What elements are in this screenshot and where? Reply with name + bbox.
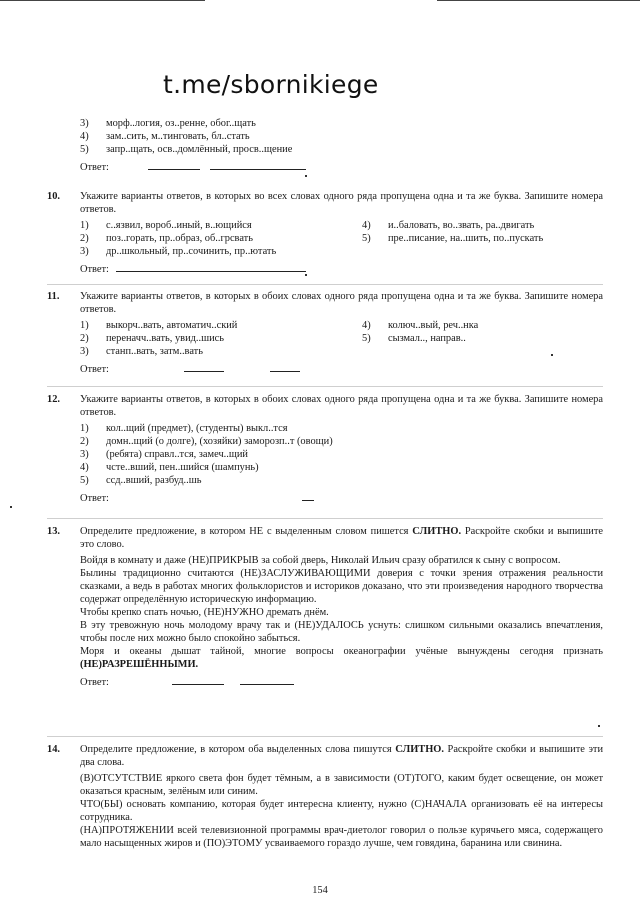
list-item: 1) кол..щий (предмет), (студенты) выкл..тся bbox=[80, 423, 288, 434]
answer-line: Ответ: bbox=[80, 262, 603, 275]
list-item: 3) морф..логия, оз..ренне, обог..щать bbox=[80, 118, 256, 129]
list-item: 3) (ребята) справл..тся, замеч..щий bbox=[80, 449, 248, 460]
question-number: 12. bbox=[47, 394, 60, 405]
section-divider bbox=[47, 736, 603, 737]
sentence: Моря и океаны дышат тайной, многие вопросы океанографии учёные вынуждены сегодня признать (НЕ)РАЗРЕШЁННЫМИ. bbox=[80, 646, 603, 670]
section-divider bbox=[47, 284, 603, 285]
sentence: (В)ОТСУТСТВИЕ яркого света фон будет тёмным, а в зависимости (ОТ)ТОГО, каким будет освещение, он может оказаться красным, зелёным или синим. bbox=[80, 773, 603, 797]
list-item: 3) др..школьный, пр..сочинить, пр..ютать bbox=[80, 246, 277, 257]
question-task: Определите предложение, в котором оба выделенных слова пишутся СЛИТНО. Раскройте скобки и выпишите эти два слова. bbox=[80, 744, 604, 768]
list-item: 5) ссд..вший, разбуд..шь bbox=[80, 475, 202, 486]
sentence: (НА)ПРОТЯЖЕНИИ всей телевизионной программы врач-диетолог говорил о пользе курячьего мяса, содержащего мало насыщенных жиров и (ПО)ЭТОМУ усваиваемого гораздо лучше, чем говядина, баранина или свинина. bbox=[80, 825, 603, 849]
answer-line: Ответ: bbox=[80, 362, 603, 375]
question-task: Укажите варианты ответов, в которых в обоих словах одного ряда пропущена одна и та же буква. Запишите номера ответов. bbox=[80, 291, 603, 315]
list-item: 5) запр..щать, осв..домлённый, просв..щение bbox=[80, 144, 293, 155]
scan-speck bbox=[305, 274, 307, 276]
sentence: В эту тревожную ночь молодому врачу так и (НЕ)УДАЛОСЬ уснуть: слишком сильными оказались впечатления, чтобы после них можно было спокойно забыться. bbox=[80, 620, 604, 644]
list-item: 4) зам..сить, м..тинговать, бл..стать bbox=[80, 131, 250, 142]
sentence: Чтобы крепко спать ночью, (НЕ)НУЖНО дремать днём. bbox=[80, 607, 329, 618]
section-divider bbox=[47, 518, 603, 519]
list-item: 2) переначч..вать, увид..шись bbox=[80, 333, 225, 344]
list-item: 1) выкорч..вать, автоматич..ский bbox=[80, 320, 238, 331]
question-number: 10. bbox=[47, 191, 60, 202]
answer-line: Ответ: bbox=[80, 491, 603, 504]
question-task: Укажите варианты ответов, в которых во всех словах одного ряда пропущена одна и та же буква. Запишите номера ответов. bbox=[80, 191, 603, 215]
list-item: 2) поз..горать, пр..образ, об..грсвать bbox=[80, 233, 253, 244]
list-item: 4) чсте..вший, пен..шийся (шампунь) bbox=[80, 462, 259, 473]
list-item: 3) станп..вать, затм..вать bbox=[80, 346, 203, 357]
scan-speck bbox=[10, 506, 12, 508]
question-10 bbox=[47, 190, 603, 275]
list-item: 1) с..язвил, вороб..иный, в..ющийся bbox=[80, 220, 252, 231]
top-edge-line bbox=[437, 0, 640, 1]
list-item: 5) сызмал.., направ.. bbox=[362, 333, 466, 344]
question-number: 11. bbox=[47, 291, 60, 302]
question-task: Укажите варианты ответов, в которых в обоих словах одного ряда пропущена одна и та же буква. Запишите номера ответов. bbox=[80, 394, 603, 418]
question-number: 13. bbox=[47, 526, 60, 537]
answer-line: Ответ: bbox=[80, 160, 603, 173]
page-number: 154 bbox=[312, 885, 328, 896]
scan-speck bbox=[551, 354, 553, 356]
question-13 bbox=[47, 525, 603, 688]
question-12 bbox=[47, 393, 603, 504]
scan-speck bbox=[598, 725, 600, 727]
question-number: 14. bbox=[47, 744, 60, 755]
top-edge-line bbox=[0, 0, 205, 1]
list-item: 2) домн..щий (о долге), (хозяйки) заморозп..т (овощи) bbox=[80, 436, 333, 447]
list-item: 4) и..баловать, во..звать, ра..двигать bbox=[362, 220, 535, 231]
list-item: 4) колюч..вый, реч..нка bbox=[362, 320, 479, 331]
sentence: Былины традиционно считаются (НЕ)ЗАСЛУЖИВАЮЩИМИ доверия с точки зрения отражения реальности сказками, а ведь в работах многих фольклористов и историков доказано, что эти произведения народного творчества содержат определённую историческую информацию. bbox=[80, 568, 603, 605]
section-divider bbox=[47, 386, 603, 387]
question-task: Определите предложение, в котором НЕ с выделенным словом пишется СЛИТНО. Раскройте скобки и выпишите это слово. bbox=[80, 526, 603, 550]
sentence: ЧТО(БЫ) основать компанию, которая будет интересна клиенту, нужно (С)НАЧАЛА организовать её на интересы сотрудника. bbox=[80, 799, 603, 823]
watermark-text: t.me/sbornikiege bbox=[163, 70, 379, 99]
sentence: Войдя в комнату и даже (НЕ)ПРИКРЫВ за собой дверь, Николай Ильич сразу обратился к сыну с вопросом. bbox=[80, 555, 561, 566]
prev-question-tail bbox=[47, 117, 603, 173]
answer-line: Ответ: bbox=[80, 675, 603, 688]
list-item: 5) пре..писание, на..шить, по..пускать bbox=[362, 233, 544, 244]
question-11 bbox=[47, 290, 603, 375]
question-14 bbox=[47, 743, 603, 850]
scan-speck bbox=[305, 175, 307, 177]
